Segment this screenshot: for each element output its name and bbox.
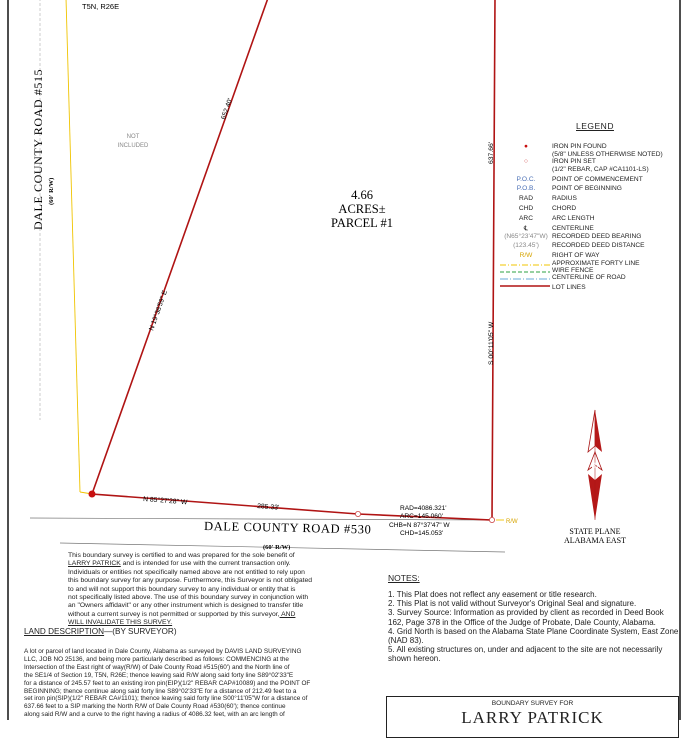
notes-list — [388, 590, 680, 664]
legend-symbol: ARC — [519, 215, 533, 222]
note-item: 2. This Plat is not valid without Surveyor's Original Seal and signature. — [388, 599, 637, 609]
legend-label: (5/8" UNLESS OTHERWISE NOTED) — [552, 151, 663, 158]
legend-item — [500, 175, 680, 184]
legend-symbol: ℄ — [523, 225, 529, 232]
road-515-name: DALE COUNTY ROAD #515 — [31, 68, 45, 230]
legend-symbol: R/W — [519, 252, 533, 259]
east-bearing: S 00°11'05" W — [488, 321, 495, 365]
desc-line: along said R/W and a curve to the right having a radius of 4086.32 feet, with an arc length of — [24, 711, 285, 719]
legend-symbol — [500, 273, 552, 282]
certification-text — [68, 552, 380, 628]
cert-line: this boundary survey for any purpose. Furthermore, this Surveyor is not obligated — [68, 577, 313, 585]
cert-invalidate: WILL INVALIDATE THIS SURVEY. — [68, 619, 173, 627]
legend-symbol — [500, 283, 552, 292]
legend-item — [500, 194, 680, 203]
desc-line: Intersection of the East right of way(R/W) of Dale County Road #515(60') and the North line of — [24, 663, 290, 671]
road-530-name: DALE COUNTY ROAD #530 — [203, 519, 372, 537]
curve-chord: CHD=145.053' — [400, 530, 444, 537]
legend-symbol — [500, 165, 552, 174]
cert-line: to and will not support this boundary survey to any individual or entity that is — [68, 585, 296, 593]
note-item: 1. This Plat does not reflect any easement or title research. — [388, 590, 597, 599]
legend-label: LOT LINES — [552, 284, 586, 291]
legend-item — [500, 204, 680, 213]
notes-title: NOTES: — [388, 573, 420, 583]
legend-symbol: P.O.C. — [516, 176, 536, 183]
legend-label: IRON PIN FOUND — [552, 143, 607, 150]
cert-line: not specifically listed above. The use of this boundary survey in conjunction with — [68, 594, 309, 602]
iron-pin-set-corner — [489, 517, 494, 522]
legend-label: RECORDED DEED DISTANCE — [552, 242, 645, 249]
west-distance: 652.40' — [220, 97, 235, 121]
legend-label: IRON PIN SET — [552, 158, 596, 165]
legend-label: CENTERLINE OF ROAD — [552, 274, 626, 281]
legend-label: POINT OF COMMENCEMENT — [552, 176, 643, 183]
legend-label: RADIUS — [552, 195, 577, 202]
desc-line: 637.66 feet to a SIP marking the North R/W of Dale County Road #530(60'); thence continue — [24, 703, 286, 711]
client-name: LARRY PATRICK — [461, 708, 604, 727]
road-530-row: (60' R/W) — [263, 544, 291, 551]
legend-label: POINT OF BEGINNING — [552, 185, 622, 192]
cert-line: This boundary survey is certified to and was prepared for the sole benefit of — [68, 552, 295, 559]
curve-arc: ARC=145.060' — [400, 513, 443, 520]
land-description-text — [24, 648, 376, 719]
north-arrow-letter: N — [591, 462, 600, 468]
curve-chord-bearing: CHB=N 87°37'47" W — [389, 522, 450, 529]
legend-item — [500, 283, 680, 292]
legend-item — [500, 165, 680, 174]
legend-label: CHORD — [552, 205, 577, 212]
legend-title: LEGEND — [576, 121, 614, 131]
cert-client: LARRY PATRICK — [68, 560, 121, 568]
legend-symbol: (N65°23'47"W) — [504, 233, 548, 240]
desc-line: A lot or parcel of land located in Dale County, Alabama as surveyed by DAVIS LAND SURVEYING — [24, 648, 302, 655]
east-distance: 637.66' — [488, 141, 495, 164]
cert-line: and is intended for use with the current transaction only. — [120, 560, 291, 568]
legend-item — [500, 214, 680, 223]
parcel-acres: 4.66 — [351, 188, 373, 202]
legend-label: RECORDED DEED BEARING — [552, 233, 642, 240]
cert-and: AND — [279, 610, 296, 618]
legend-label: WIRE FENCE — [552, 267, 594, 274]
state-plane-label: STATE PLANE — [569, 527, 621, 536]
legend-symbol: ● — [524, 143, 528, 150]
cert-line: without a current survey is not permitted or supported by this surveyor, — [68, 610, 280, 618]
not-included-line-1: NOT — [126, 134, 140, 140]
not-included-line-2: INCLUDED — [117, 143, 149, 149]
legend-item — [500, 184, 680, 193]
client-title-block — [386, 696, 679, 738]
legend-label: APPROXIMATE FORTY LINE — [552, 260, 640, 267]
client-label: BOUNDARY SURVEY FOR — [491, 700, 574, 707]
desc-line: BEGINNING; thence continue along said forty line S89°02'33"E for a distance of 212.49 feet to a — [24, 687, 297, 695]
forty-line — [66, 0, 80, 492]
desc-line: LLC, JOB NO 25136, and being more particularly described as follows: COMMENCING at the — [24, 655, 289, 663]
legend-label: RIGHT OF WAY — [552, 252, 600, 259]
legend-label: CENTERLINE — [552, 225, 594, 232]
legend-item — [500, 241, 680, 250]
desc-line: set iron pin(SIP)(1/2" REBAR CA#1101); thence leaving said forty line S00°11'05"W for a distance of — [24, 695, 308, 703]
curve-radius: RAD=4086.321' — [400, 505, 447, 512]
parcel-acres-label: ACRES± — [338, 202, 386, 216]
legend-symbol: CHD — [518, 205, 534, 212]
legend-label: ARC LENGTH — [552, 215, 595, 222]
west-bearing: N 19°38'59" E — [148, 289, 170, 332]
note-item: 5. All existing structures on, under and adjacent to the site are not necessarily shown hereon. — [388, 645, 663, 664]
lot-line-boundary — [92, 0, 495, 520]
road-515-row: (60' R/W) — [48, 177, 55, 205]
legend-symbol: ○ — [524, 158, 528, 165]
land-description-title: LAND DESCRIPTION—(BY SURVEYOR) — [24, 627, 177, 636]
note-item: 4. Grid North is based on the Alabama State Plane Coordinate System, East Zone (NAD 83). — [388, 626, 679, 646]
cert-line: an "Owners affidavit" or any other instrument which is designed to transfer title — [68, 602, 304, 610]
legend-symbol: P.O.B. — [516, 185, 536, 192]
alabama-east-label: ALABAMA EAST — [563, 536, 627, 545]
south-bearing: N 85°27'28" W — [142, 496, 188, 507]
desc-line: for a distance of 245.57 feet to an existing iron pin(EIP)(1/2" REBAR CAP#10089) and the POINT OF — [24, 679, 311, 687]
legend-symbol: RAD — [519, 195, 533, 202]
section-reference: T5N, R26E — [82, 2, 120, 11]
legend-symbol: (123.45') — [513, 242, 539, 249]
legend-item — [500, 232, 680, 241]
legend-label: (1/2" REBAR, CAP #CA1101-LS) — [552, 166, 649, 173]
parcel-name: PARCEL #1 — [331, 216, 393, 230]
rw-mark: R/W — [506, 519, 518, 525]
note-item: 3. Survey Source: Information as provided by client as recorded in Deed Book 162, Page 378 in the Office of the Judge of Probate, Dale County, Alabama. — [388, 608, 664, 627]
desc-line: the SE1/4 of Section 19, T5N, R26E; thence leaving said R/W along said forty line S89°02'33"E — [24, 671, 294, 679]
iron-pin-found — [89, 491, 96, 498]
legend-item — [500, 273, 680, 282]
south-distance: 285.33' — [256, 503, 280, 512]
iron-pin-set-curve — [355, 511, 360, 516]
cert-line: Individuals or entities not specifically named above are not entitled to rely upon — [68, 568, 305, 576]
